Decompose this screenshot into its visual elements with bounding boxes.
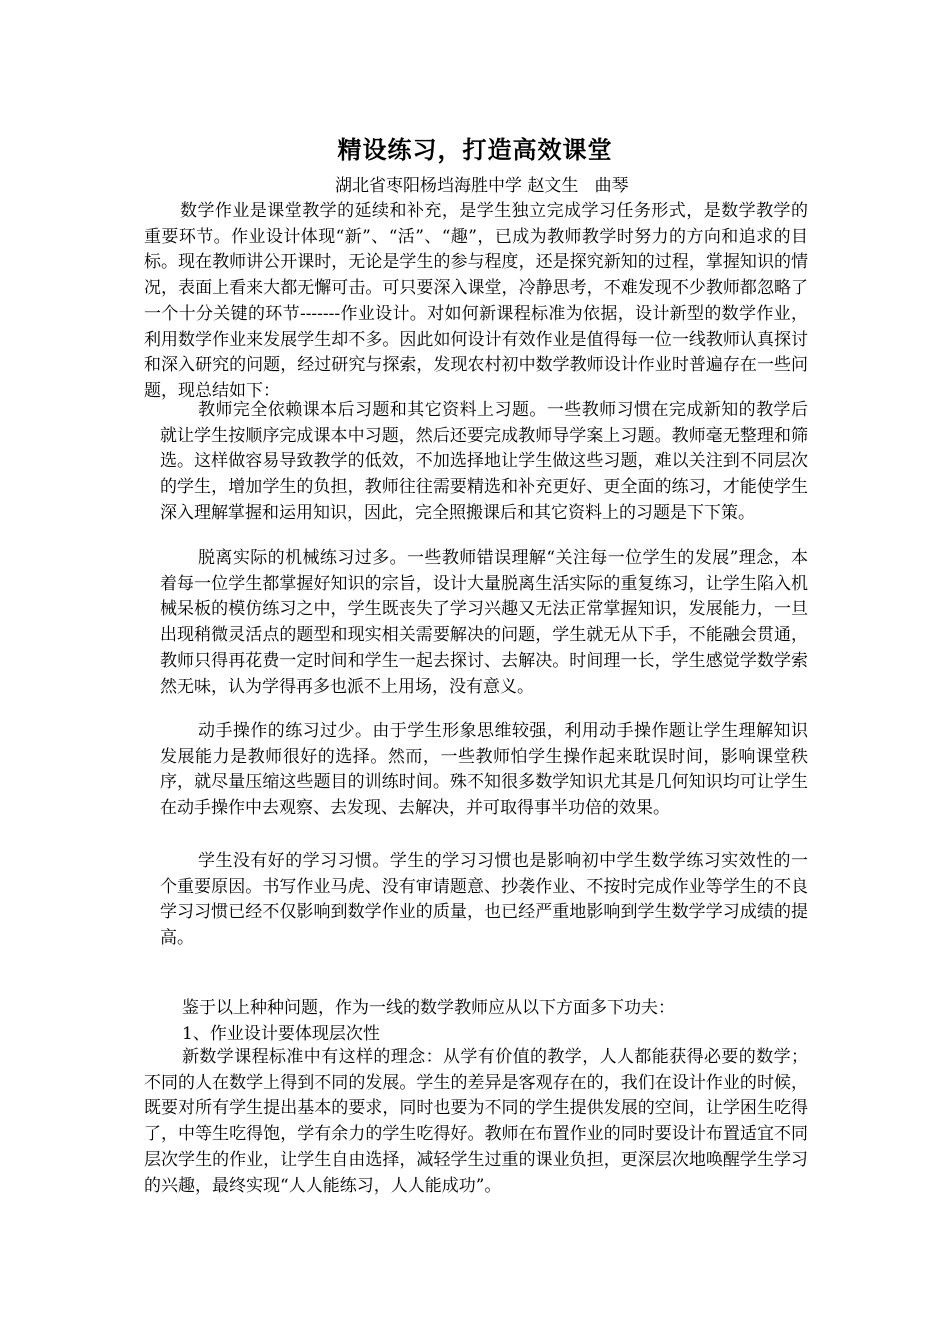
lead-paragraph: 鉴于以上种种问题，作为一线的数学教师应从以下方面多下功夫： [182,998,675,1018]
issue-paragraph-3: 动手操作的练习过少。由于学生形象思维较强，利用动手操作题让学生理解知识发展能力是教师很好的选择。然而，一些教师怕学生操作起来耽误时间，影响课堂秩序，就尽量压缩这些题目的训练时间。殊不知很多数学知识尤其是几何知识均可让学生在动手操作中去观察、去发现、去解决，并可取得事半功倍的效果。 [160,721,808,819]
intro-paragraph: 数学作业是课堂教学的延续和补充，是学生独立完成学习任务形式，是数学教学的重要环节。作业设计体现“新”、“活”、“趣”，已成为教师教学时努力的方向和追求的目标。现在教师讲公开课时，无论是学生的参与程度，还是探究新知的过程，掌握知识的情况，表面上看来大都无懈可击。可只要深入课堂，冷静思考，不难发现不少教师都忽略了一个十分关键的环节-------作业设计。对如何新课程标准为依据，设计新型的数学作业，利用数学作业来发展学生却不多。因此如何设计有效作业是值得每一位一线教师认真探讨和深入研究的问题，经过研究与探索，发现农村初中数学教师设计作业时普遍存在一些问题，现总结如下： [144,201,808,401]
issue-paragraph-1: 教师完全依赖课本后习题和其它资料上习题。一些教师习惯在完成新知的教学后就让学生按顺序完成课本中习题，然后还要完成教师导学案上习题。教师毫无整理和筛选。这样做容易导致教学的低效，不加选择地让学生做这些习题，难以关注到不同层次的学生，增加学生的负担，教师往往需要精选和补充更好、更全面的练习，才能使学生深入理解掌握和运用知识，因此，完全照搬课后和其它资料上的习题是下下策。 [160,400,808,523]
issue-paragraph-2: 脱离实际的机械练习过多。一些教师错误理解“关注每一位学生的发展”理念，本着每一位学生都掌握好知识的宗旨，设计大量脱离生活实际的重复练习，让学生陷入机械呆板的模仿练习之中，学生既丧失了学习兴趣又无法正常掌握知识，发展能力，一旦出现稍微灵活点的题型和现实相关需要解决的问题，学生就无从下手，不能融会贯通，教师只得再花费一定时间和学生一起去探讨、去解决。时间理一长，学生感觉学数学索然无味，认为学得再多也派不上用场，没有意义。 [160,548,808,697]
section-heading: 1、作业设计要体现层次性 [182,1024,380,1044]
author-byline: 湖北省枣阳杨垱海胜中学 赵文生 曲琴 [335,176,629,196]
issue-paragraph-4: 学生没有好的学习习惯。学生的学习习惯也是影响初中学生数学练习实效性的一个重要原因。书写作业马虎、没有审请题意、抄袭作业、不按时完成作业等学生的不良学习习惯已经不仅影响到数学作业的质量，也已经严重地影响到学生数学学习成绩的提高。 [160,851,808,949]
section-body-paragraph: 新数学课程标准中有这样的理念：从学有价值的教学，人人都能获得必要的数学；不同的人在数学上得到不同的发展。学生的差异是客观存在的，我们在设计作业的时候，既要对所有学生提出基本的要求，同时也要为不同的学生提供发展的空间，让学困生吃得了，中等生吃得饱，学有余力的学生吃得好。教师在布置作业的同时要设计布置适宜不同层次学生的作业，让学生自由选择，减轻学生过重的课业负担，更深层次地唤醒学生学习的兴趣，最终实现“人人能练习，人人能成功”。 [144,1047,808,1196]
page-title: 精设练习，打造高效课堂 [337,135,613,164]
